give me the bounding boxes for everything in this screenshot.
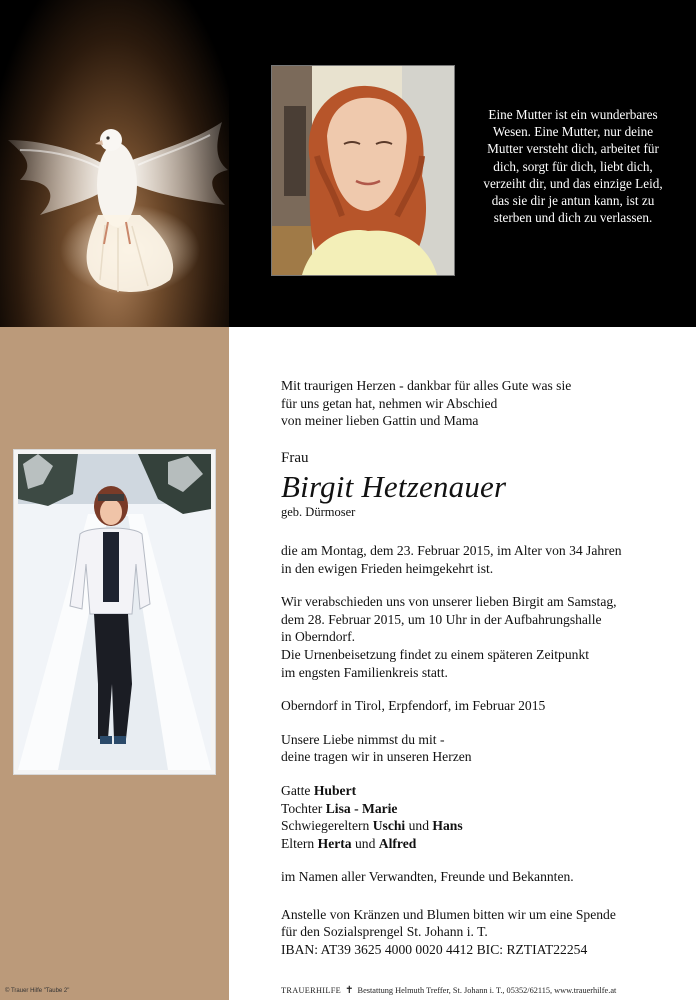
farewell-line: in Oberndorf. bbox=[281, 629, 355, 645]
winter-graphic bbox=[18, 454, 211, 770]
portrait-graphic bbox=[272, 66, 454, 275]
obituary-text bbox=[281, 377, 681, 959]
maiden-name: geb. Dürmoser bbox=[281, 505, 356, 520]
quote-line: Eine Mutter ist ein wunderbares bbox=[488, 107, 658, 122]
quote-line: dich, sorgt für dich, liebt dich, bbox=[493, 158, 653, 174]
portrait-photo bbox=[271, 65, 455, 276]
winter-photo-frame bbox=[14, 450, 215, 774]
quote-line: das sie dir je antun kann, ist zu bbox=[491, 193, 655, 209]
relatives-line: im Namen aller Verwandten, Freunde und Bekannten. bbox=[281, 869, 574, 885]
dove-image bbox=[0, 0, 229, 327]
family-schwiegereltern bbox=[281, 817, 681, 835]
family-label: Schwiegereltern bbox=[281, 818, 370, 834]
poem-line: deine tragen wir in unseren Herzen bbox=[281, 749, 472, 765]
dove-graphic bbox=[0, 0, 229, 327]
farewell-line: Die Urnenbeisetzung findet zu einem späteren Zeitpunkt bbox=[281, 646, 590, 662]
quote-line: Wesen. Eine Mutter, nur deine bbox=[492, 124, 654, 140]
footer-text: Bestattung Helmuth Treffer, St. Johann i. T., 05352/62115, www.trauerhilfe.at bbox=[357, 986, 617, 995]
intro-line: für uns getan hat, nehmen wir Abschied bbox=[281, 395, 498, 411]
family-gatte bbox=[281, 782, 681, 800]
death-notice-line: in den ewigen Frieden heimgekehrt ist. bbox=[281, 560, 494, 576]
deceased-name: Birgit Hetzenauer bbox=[281, 469, 507, 505]
family-und: und bbox=[355, 835, 376, 851]
quote-line: verzeiht dir, und das einzige Leid, bbox=[483, 175, 663, 191]
family-tochter bbox=[281, 800, 681, 818]
family-name: Alfred bbox=[378, 835, 417, 851]
family-name: Lisa - Marie bbox=[325, 800, 398, 816]
footer-copyright: © Trauer Hilfe "Taube 2" bbox=[5, 988, 70, 994]
winter-photo bbox=[18, 454, 211, 770]
death-notice-line: die am Montag, dem 23. Februar 2015, im Alter von 34 Jahren bbox=[281, 542, 622, 558]
family-eltern bbox=[281, 835, 681, 853]
place-date: Oberndorf in Tirol, Erpfendorf, im Februar 2015 bbox=[281, 698, 546, 714]
intro-line: Mit traurigen Herzen - dankbar für alles Gute was sie bbox=[281, 378, 572, 393]
mother-quote bbox=[470, 106, 676, 226]
cross-icon: ✝ bbox=[345, 985, 354, 996]
donation-line: für den Sozialsprengel St. Johann i. T. bbox=[281, 924, 488, 940]
family-name: Uschi bbox=[372, 818, 406, 834]
family-name: Hubert bbox=[313, 782, 357, 798]
title-frau: Frau bbox=[281, 449, 309, 466]
donation-iban: IBAN: AT39 3625 4000 0020 4412 BIC: RZTIAT22254 bbox=[281, 942, 588, 958]
quote-line: sterben und dich zu verlassen. bbox=[493, 210, 653, 226]
farewell-line: dem 28. Februar 2015, um 10 Uhr in der Aufbahrungshalle bbox=[281, 611, 602, 627]
footer-undertaker bbox=[281, 985, 616, 996]
quote-line: Mutter versteht dich, arbeitet für bbox=[487, 141, 659, 157]
family-label: Gatte bbox=[281, 782, 311, 798]
donation-line: Anstelle von Kränzen und Blumen bitten wir um eine Spende bbox=[281, 906, 616, 922]
farewell-line: Wir verabschieden uns von unserer lieben Birgit am Samstag, bbox=[281, 594, 617, 610]
family-name: Hans bbox=[432, 818, 463, 834]
intro-line: von meiner lieben Gattin und Mama bbox=[281, 413, 479, 429]
footer-brand: TRAUERHILFE bbox=[281, 986, 341, 995]
family-und: und bbox=[408, 818, 430, 834]
family-label: Tochter bbox=[281, 800, 323, 816]
poem-line: Unsere Liebe nimmst du mit - bbox=[281, 731, 445, 747]
family-name: Herta bbox=[317, 835, 352, 851]
farewell-line: im engsten Familienkreis statt. bbox=[281, 664, 448, 680]
family-label: Eltern bbox=[281, 835, 315, 851]
